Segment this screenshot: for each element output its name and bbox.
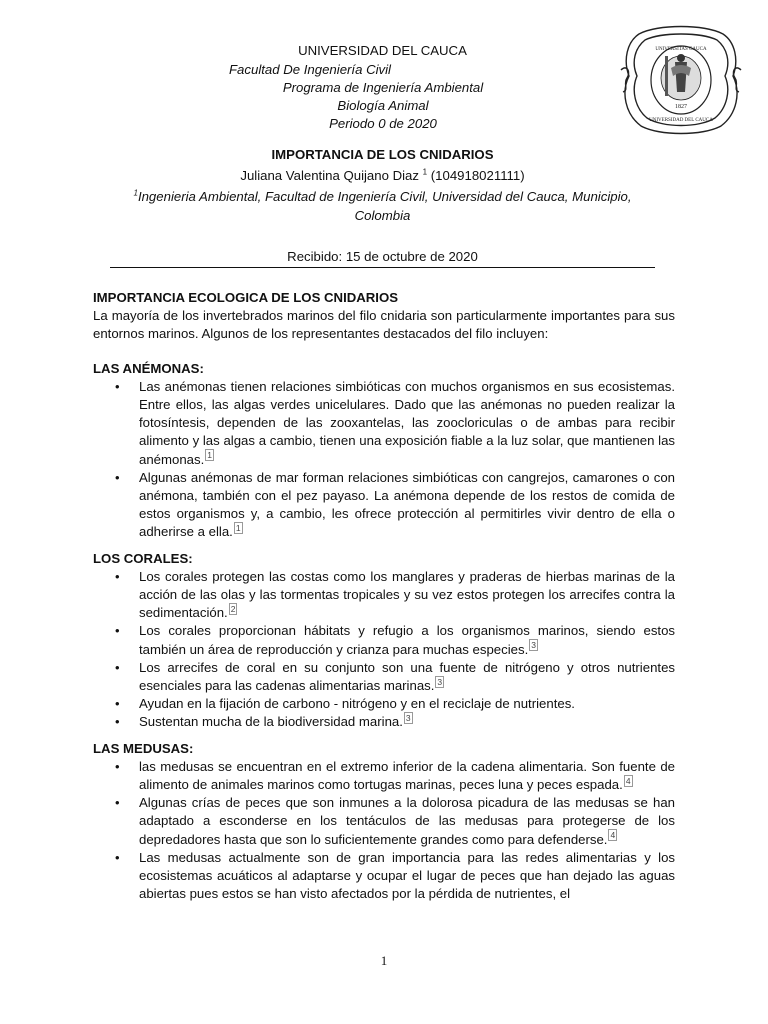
list-item-text: Ayudan en la fijación de carbono - nitrógeno y en el reciclaje de nutrientes. xyxy=(139,696,575,712)
list-item-text: Sustentan mucha de la biodiversidad marina. xyxy=(139,714,403,730)
section-heading: LAS MEDUSAS: xyxy=(93,740,194,756)
list-item-text: Algunas crías de peces que son inmunes a la dolorosa picadura de las medusas se han adaptado a esconderse en los tentáculos de las medusas para protegerse de los depredadores hasta que son lo suficientemente grandes como para defenderse. xyxy=(139,795,675,847)
bullet-list xyxy=(93,758,675,904)
list-item xyxy=(93,469,675,542)
seal-bottom-text: UNIVERSIDAD DEL CAUCA xyxy=(649,118,713,123)
university-name: UNIVERSIDAD DEL CAUCA xyxy=(298,43,467,58)
citation-link[interactable]: 3 xyxy=(437,676,443,687)
faculty-name: Facultad De Ingeniería Civil xyxy=(229,62,391,77)
bullet-list xyxy=(93,378,675,542)
intro-paragraph: La mayoría de los invertebrados marinos del filo cnidaria son particularmente importantes para sus entornos marinos. Algunos de los representantes destacados del filo incluyen: xyxy=(93,308,675,342)
list-item-text: Los corales proporcionan hábitats y refugio a los organismos marinos, siendo estos también un área de reproducción y crianza para muchas especies. xyxy=(139,623,675,657)
affiliation-country: Colombia xyxy=(354,208,411,223)
list-item xyxy=(93,849,675,904)
section-heading: LOS CORALES: xyxy=(93,550,193,566)
bullet-icon: • xyxy=(115,696,120,712)
bullet-icon: • xyxy=(115,469,120,485)
citation-link[interactable]: 4 xyxy=(610,830,616,841)
section-heading: LAS ANÉMONAS: xyxy=(93,360,204,376)
list-item xyxy=(93,713,675,731)
citation-link[interactable]: 2 xyxy=(230,603,236,614)
bullet-list xyxy=(93,568,675,732)
list-item xyxy=(93,794,675,849)
author-id: (104918021111) xyxy=(430,168,525,183)
citation-link[interactable]: 4 xyxy=(625,775,631,786)
author-line xyxy=(110,167,655,185)
author-name: Juliana Valentina Quijano Diaz xyxy=(240,168,419,183)
citation-link[interactable]: 3 xyxy=(405,713,411,724)
list-item-text: las medusas se encuentran en el extremo inferior de la cadena alimentaria. Son fuente de alimento de animales marinos como tortugas marinas, peces luna y peces espada. xyxy=(139,758,675,793)
list-item xyxy=(93,622,675,658)
citation-link[interactable]: 1 xyxy=(207,450,212,461)
intro-heading: IMPORTANCIA ECOLOGICA DE LOS CNIDARIOS xyxy=(93,290,399,305)
received-date: Recibido: 15 de octubre de 2020 xyxy=(287,249,478,264)
sections-container xyxy=(93,360,675,904)
list-item xyxy=(93,378,675,469)
list-item xyxy=(93,659,675,695)
bullet-icon: • xyxy=(115,758,120,774)
page-number: 1 xyxy=(380,953,388,968)
bullet-icon: • xyxy=(115,568,120,584)
list-item-text: Los corales protegen las costas como los manglares y praderas de hierbas marinas de la acción de las olas y las tormentas tropicales y su vez estos protegen los arrecifes contra la sedimentación. xyxy=(139,568,675,621)
list-item xyxy=(93,758,675,794)
author-superscript: 1 xyxy=(422,167,428,177)
course-name: Biología Animal xyxy=(337,98,429,113)
citation-link[interactable]: 1 xyxy=(235,523,241,534)
affiliation-superscript: 1 xyxy=(133,188,138,198)
document-title: IMPORTANCIA DE LOS CNIDARIOS xyxy=(271,147,494,162)
bullet-icon: • xyxy=(115,849,120,865)
bullet-icon: • xyxy=(115,795,120,811)
affiliation-text: Ingenieria Ambiental, Facultad de Ingeniería Civil, Universidad del Cauca, Municipio, xyxy=(137,189,632,204)
bullet-icon: • xyxy=(115,378,120,394)
list-item-text: Las medusas actualmente son de gran importancia para las redes alimentarias y los ecosistemas acuáticos al adaptarse y ocupar el lugar de peces que han dejado las aguas abiertas pues estos se han visto afectados por la pérdida de nutrientes, el xyxy=(139,849,675,902)
bullet-icon: • xyxy=(115,714,120,730)
period: Periodo 0 de 2020 xyxy=(329,116,437,131)
list-item-text: Algunas anémonas de mar forman relaciones simbióticas con cangrejos, camarones o con anémona, también con el pez payaso. La anémona depende de los restos de comida de estos organismos y, a cambio, les ofrece protección al permitirles vivir dentro de ella o adherirse a ella. xyxy=(139,469,675,540)
list-item xyxy=(93,568,675,623)
university-seal-icon xyxy=(617,20,745,138)
seal-year: 1827 xyxy=(675,104,687,110)
document-body xyxy=(93,289,675,904)
header-divider xyxy=(110,267,655,268)
program-name: Programa de Ingeniería Ambiental xyxy=(282,80,484,95)
list-item-text: Los arrecifes de coral en su conjunto son una fuente de nitrógeno y otros nutrientes esenciales para las cadenas alimentarias marinas. xyxy=(139,659,675,694)
list-item-text: Las anémonas tienen relaciones simbióticas con muchos organismos en sus ecosistemas. Entre ellos, las algas verdes unicelulares. Dado que las anémonas no pueden realizar la fotosíntesis, dependen de las zooxantelas, las zoocloriculas o de ambas para recibir alimento y las algas a cambio, tienen una exposición fiable a la luz solar, que mantienen las anémonas. xyxy=(139,378,675,467)
list-item xyxy=(93,695,675,713)
seal-top-text: UNIVERSITAS CAUCA xyxy=(655,47,707,52)
bullet-icon: • xyxy=(115,659,120,675)
bullet-icon: • xyxy=(115,623,120,639)
citation-link[interactable]: 3 xyxy=(531,640,536,651)
affiliation-line xyxy=(110,188,655,206)
